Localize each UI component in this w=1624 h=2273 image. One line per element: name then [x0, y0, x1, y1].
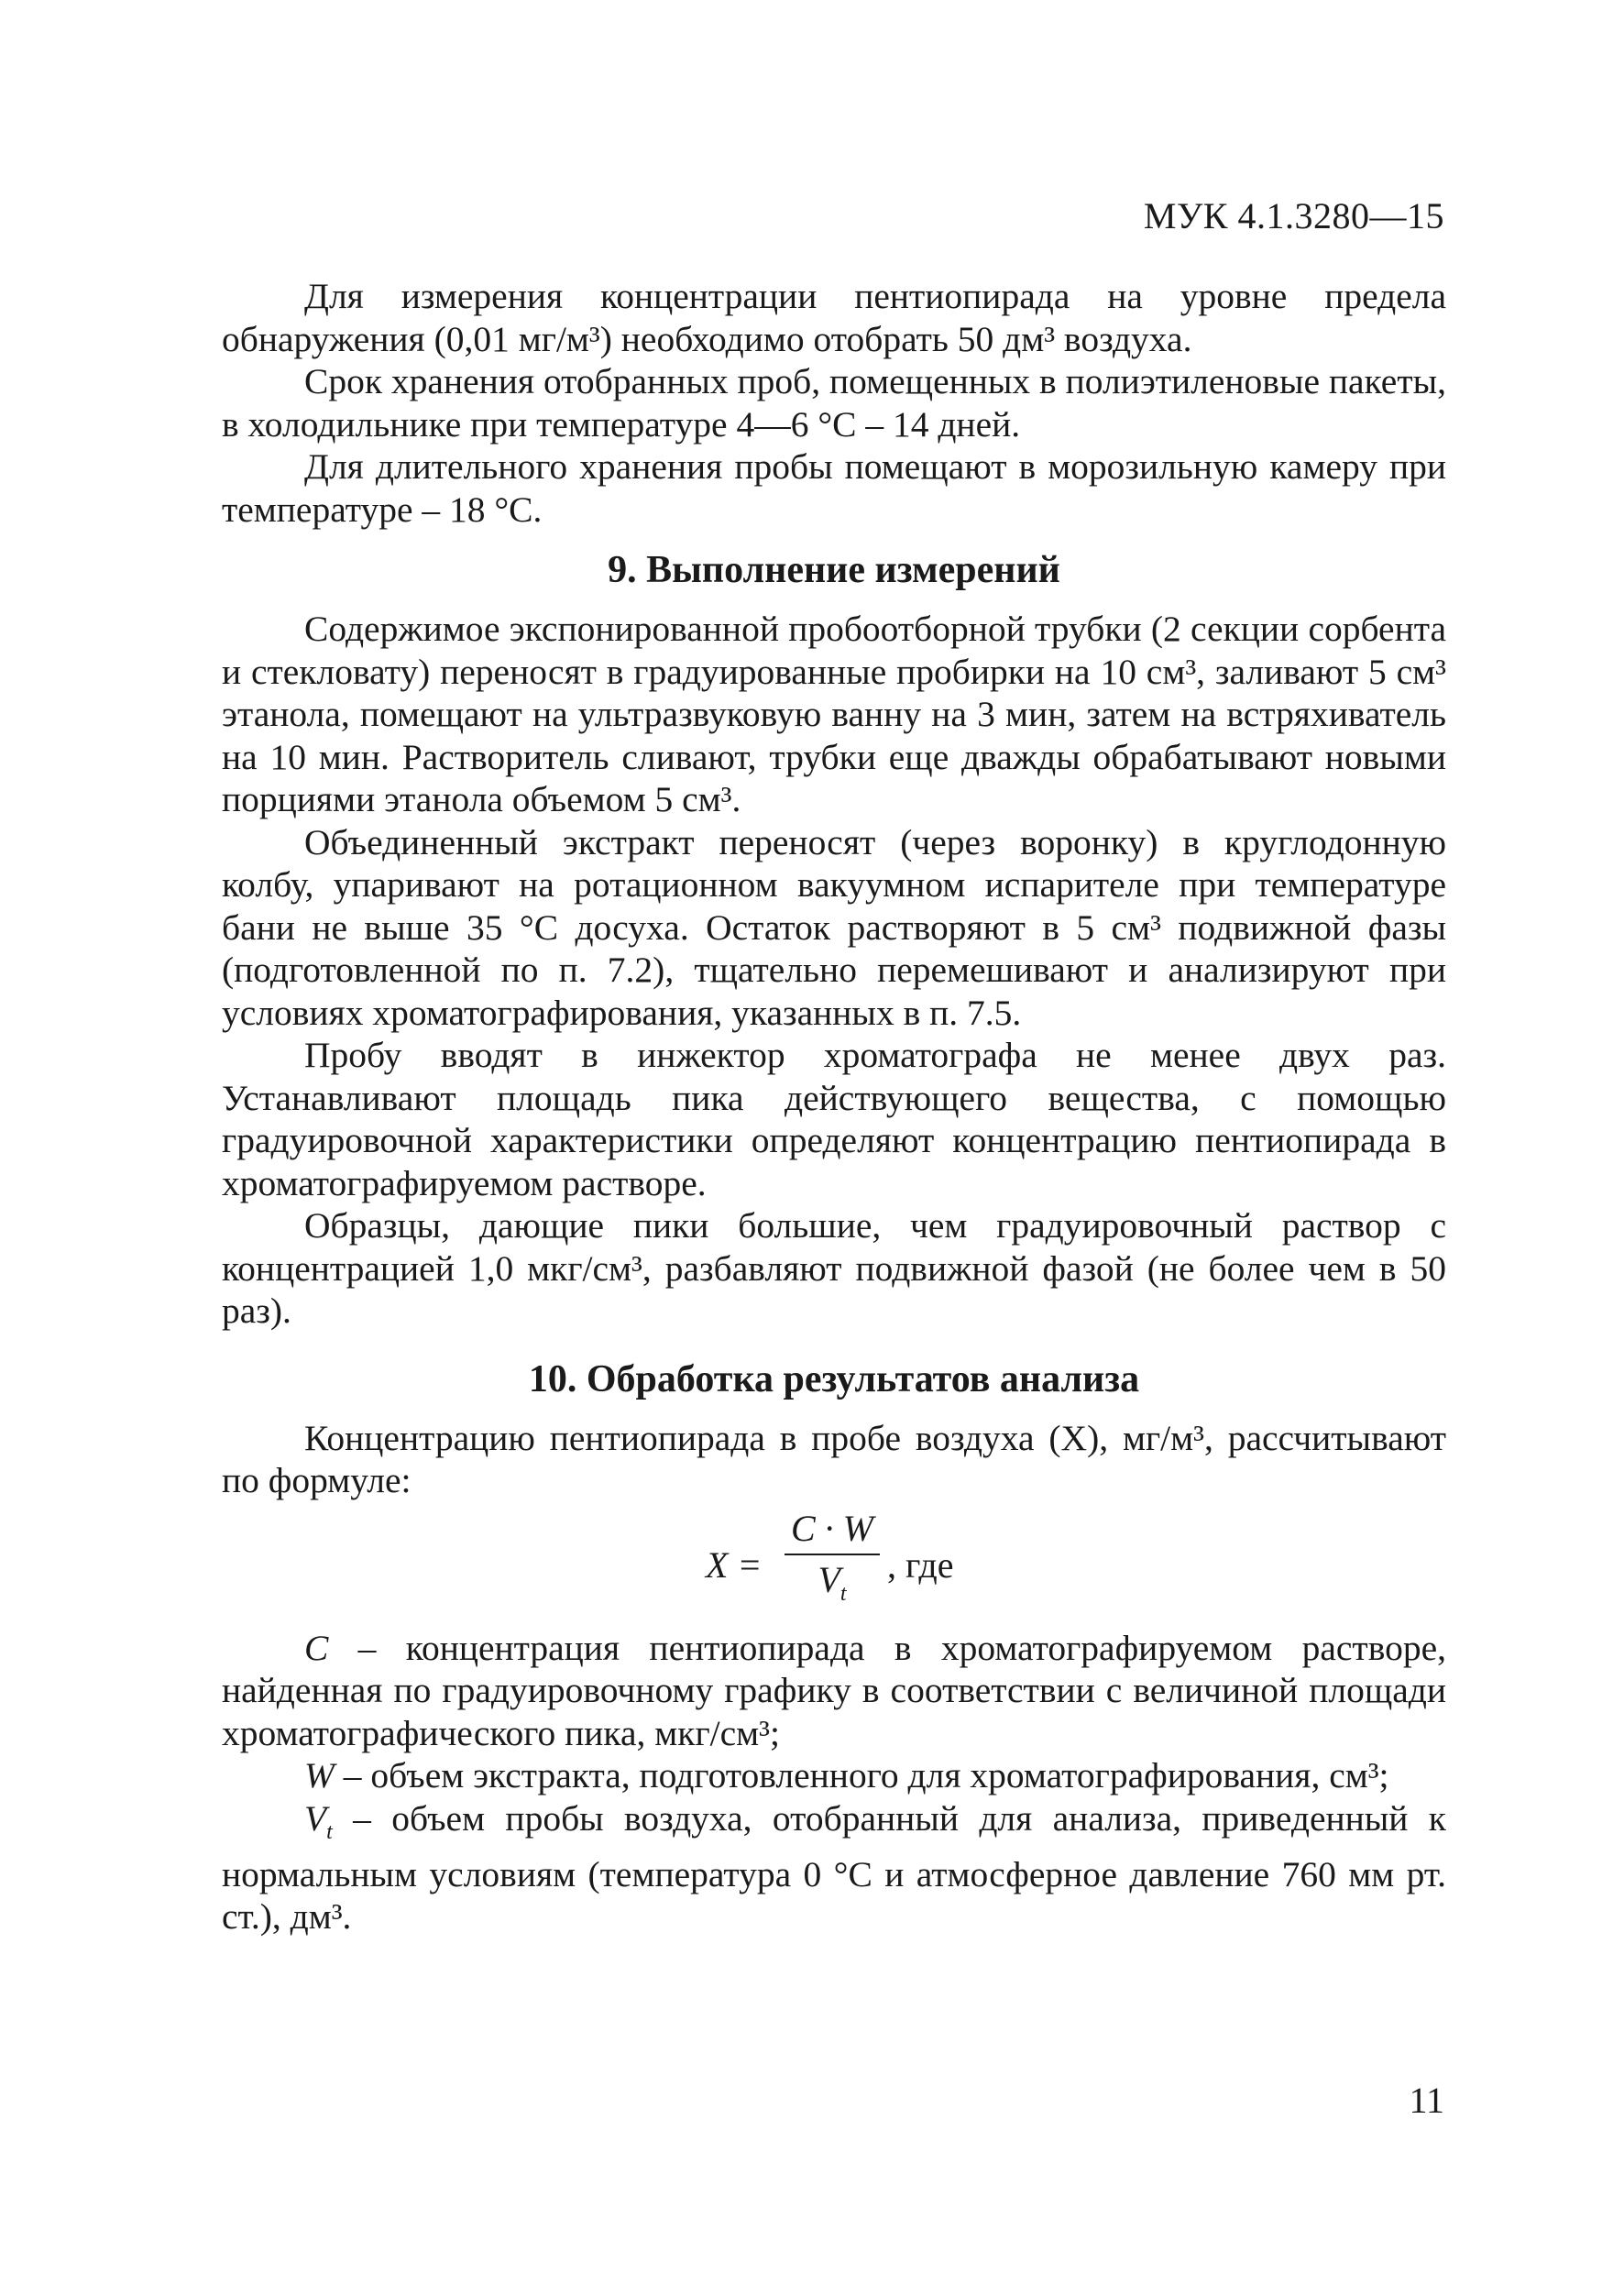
formula-fraction [785, 1507, 880, 1606]
formula-lhs: X = [706, 1543, 763, 1586]
formula-suffix: , где [887, 1543, 954, 1586]
formula [222, 1508, 1446, 1618]
page-number: 11 [1409, 2080, 1444, 2121]
section-heading-9: 9. Выполнение измерений [608, 549, 1060, 591]
definition-symbol: V [304, 1797, 327, 1839]
paragraph: Для измерения концентрации пентиопирада на уровне предела обнаружения (0,01 мг/м³) необходимо отобрать 50 дм³ воздуха. [222, 276, 1446, 359]
definition-c [222, 1627, 1446, 1755]
definition-symbol: C [304, 1627, 329, 1668]
document-code-header: МУК 4.1.3280—15 [1143, 195, 1444, 236]
definition-text: – объем экстракта, подготовленного для хроматографирования, см³; [334, 1755, 1389, 1795]
definition-subscript: t [326, 1819, 333, 1844]
paragraph: Срок хранения отобранных проб, помещенных в полиэтиленовые пакеты, в холодильнике при температуре 4—6 °С – 14 дней. [222, 361, 1446, 445]
paragraph: Концентрацию пентиопирада в пробе воздуха (X), мг/м³, рассчитывают по формуле: [222, 1417, 1446, 1500]
definition-symbol: W [304, 1755, 335, 1795]
paragraph: Для длительного хранения пробы помещают в морозильную камеру при температуре – 18 °С. [222, 446, 1446, 530]
formula-denominator [785, 1558, 880, 1606]
definition-vt [222, 1797, 1446, 1938]
definition-text: – концентрация пентиопирада в хроматографируемом растворе, найденная по градуировочному графику в соответствии с величиной площади хроматографического пика, мкг/см³; [222, 1627, 1446, 1753]
paragraph: Образцы, дающие пики большие, чем градуировочный раствор с концентрацией 1,0 мкг/см³, разбавляют подвижной фазой (не более чем в 50 раз). [222, 1205, 1446, 1331]
definition-text: – объем пробы воздуха, отобранный для анализа, приведенный к нормальным условиям (температура 0 °С и атмосферное давление 760 мм рт. ст.), дм³. [222, 1797, 1446, 1938]
paragraph: Объединенный экстракт переносят (через воронку) в круглодонную колбу, упаривают на ротационном вакуумном испарителе при температуре бани не выше 35 °С досуха. Остаток растворяют в 5 см³ подвижной фазы (подготовленной по п. 7.2), тщательно перемешивают и анализируют при условиях хроматографирования, указанных в п. 7.5. [222, 821, 1446, 1033]
fraction-bar [785, 1554, 880, 1555]
definition-w [222, 1754, 1446, 1797]
formula-numerator: C · W [791, 1507, 873, 1549]
section-heading-10: 10. Обработка результатов анализа [528, 1357, 1140, 1400]
paragraph: Содержимое экспонированной пробоотборной трубки (2 секции сорбента и стекловату) переносят в градуированные пробирки на 10 см³, заливают 5 см³ этанола, помещают на ультразвуковую ванну на 3 мин, затем на встряхиватель на 10 мин. Растворитель сливают, трубки еще дважды обрабатывают новыми порциями этанола объемом 5 см³. [222, 609, 1446, 819]
document-body [222, 275, 1446, 1938]
denominator-subscript: t [839, 1581, 847, 1606]
paragraph: Пробу вводят в инжектор хроматографа не менее двух раз. Устанавливают площадь пика действующего вещества, с помощью градуировочной характеристики определяют концентрацию пентиопирада в хроматографируемом растворе. [222, 1035, 1446, 1203]
denominator-symbol: V [817, 1558, 840, 1600]
